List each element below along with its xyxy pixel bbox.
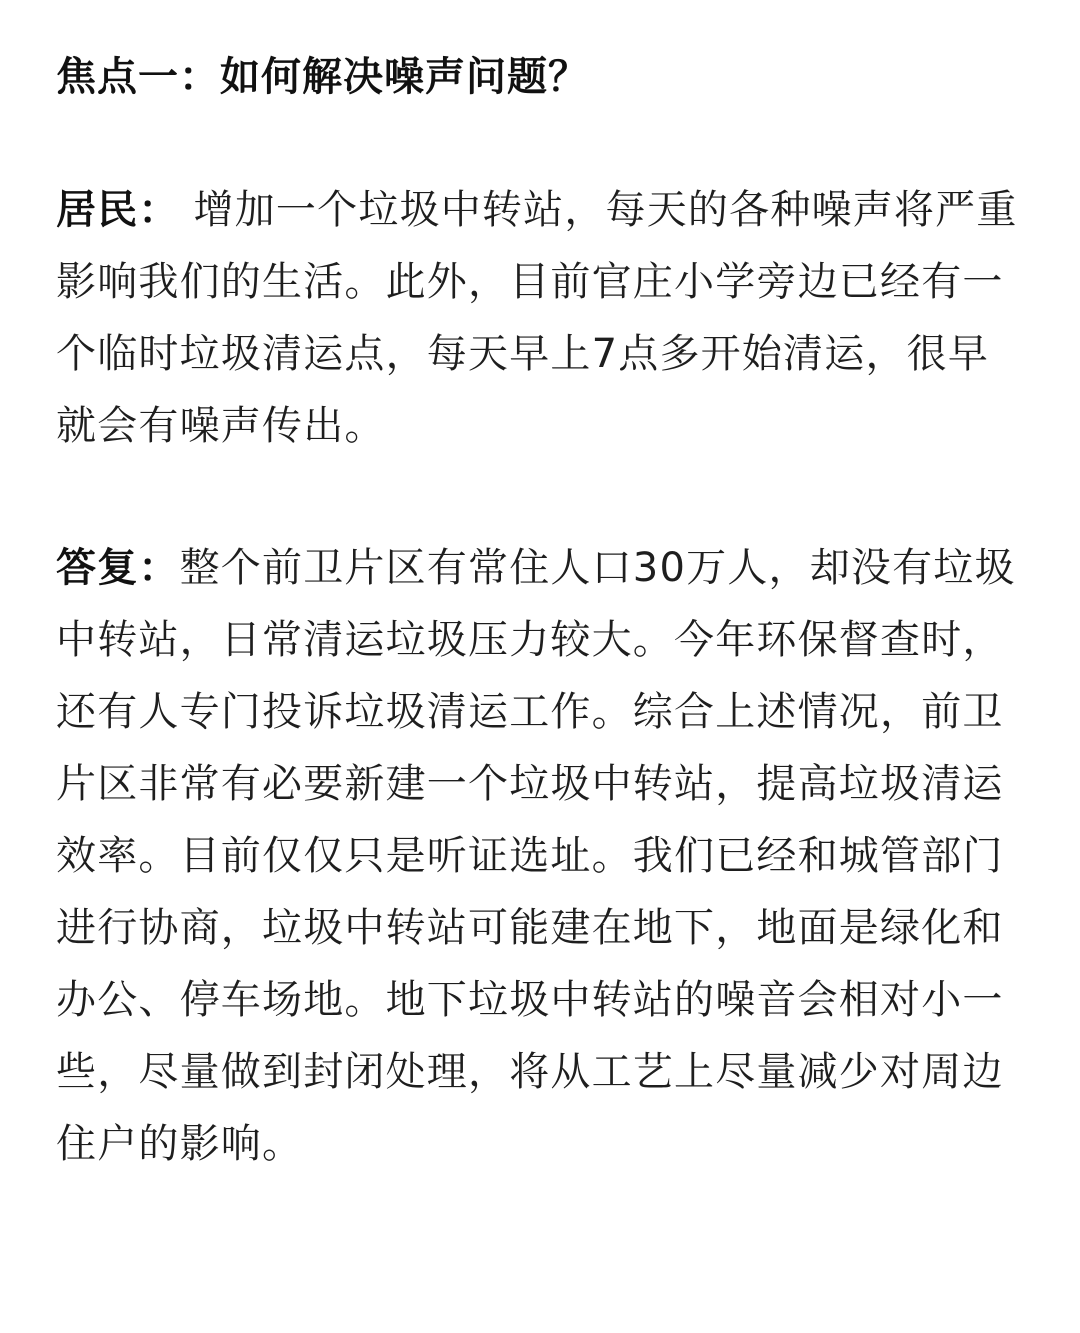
resident-paragraph [56, 174, 1028, 462]
resident-text: 增加一个垃圾中转站，每天的各种噪声将严重影响我们的生活。此外，目前官庄小学旁边已经有一个临时垃圾清运点，每天早上7点多开始清运，很早就会有噪声传出。 [56, 187, 1018, 449]
reply-text: 整个前卫片区有常住人口30万人，却没有垃圾中转站，日常清运垃圾压力较大。今年环保督查时，还有人专门投诉垃圾清运工作。综合上述情况，前卫片区非常有必要新建一个垃圾中转站，提高垃圾清运效率。目前仅仅只是听证选址。我们已经和城管部门进行协商，垃圾中转站可能建在地下，地面是绿化和办公、停车场地。地下垃圾中转站的噪音会相对小一些，尽量做到封闭处理，将从工艺上尽量减少对周边住户的影响。 [56, 545, 1016, 1167]
article [56, 40, 1028, 1180]
resident-label: 居民： [56, 187, 180, 233]
section-heading: 焦点一：如何解决噪声问题？ [56, 54, 589, 100]
reply-paragraph [56, 532, 1028, 1180]
reply-label: 答复： [56, 545, 180, 591]
